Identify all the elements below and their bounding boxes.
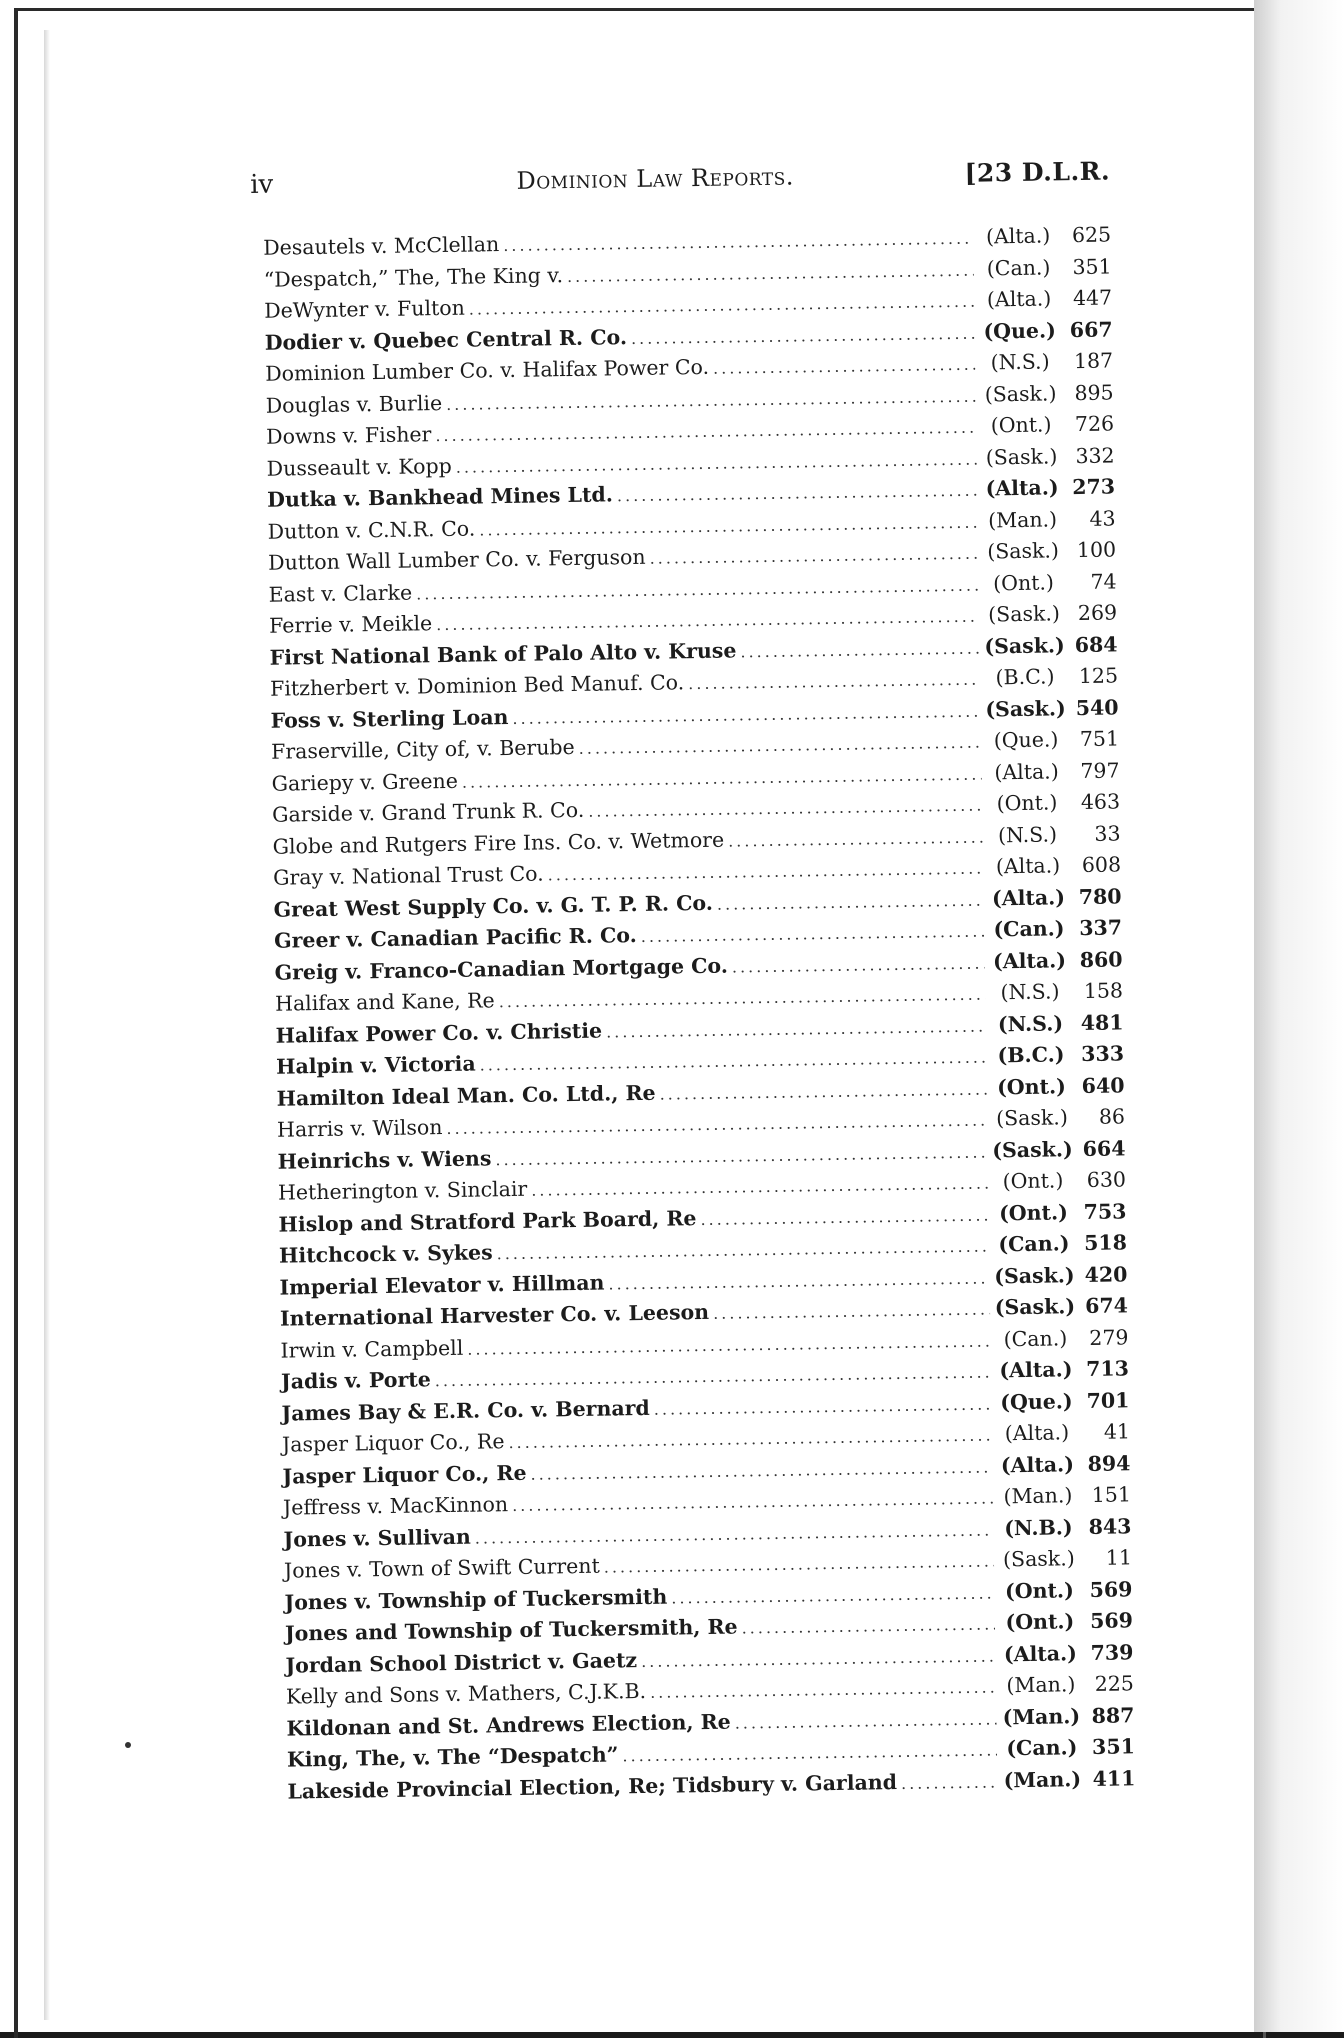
- province-abbreviation: (N.S.): [997, 1010, 1064, 1036]
- report-page-number: 797: [1080, 757, 1120, 783]
- dot-leader: [735, 1709, 997, 1732]
- report-page-number: 780: [1078, 883, 1122, 909]
- case-name: Kelly and Sons v. Mathers, C.J.K.B.: [285, 1678, 647, 1709]
- province-abbreviation: (Sask.): [984, 380, 1057, 406]
- report-page-number: 843: [1088, 1513, 1132, 1539]
- case-name: Greig v. Franco-Canadian Mortgage Co.: [274, 953, 729, 985]
- case-name: Jones v. Town of Swift Current: [283, 1553, 600, 1583]
- case-name: Dutton Wall Lumber Co. v. Ferguson: [267, 544, 646, 575]
- report-page-number: 332: [1075, 442, 1115, 468]
- report-page-number: 11: [1105, 1545, 1133, 1570]
- page-number: iv: [250, 169, 274, 200]
- dot-leader: [588, 796, 982, 821]
- case-name: DeWynter v. Fulton: [264, 295, 465, 323]
- dot-leader: [741, 1614, 995, 1637]
- dot-leader: [650, 1677, 996, 1701]
- report-page-number: 187: [1073, 348, 1114, 374]
- case-name: Heinrichs v. Wiens: [277, 1145, 492, 1174]
- case-name: Dutton v. C.N.R. Co.: [267, 516, 476, 544]
- report-page-number: 33: [1094, 820, 1121, 846]
- case-name: Hamilton Ideal Man. Co. Ltd., Re: [276, 1080, 656, 1111]
- province-abbreviation: (Ont.): [1004, 1577, 1074, 1603]
- dot-leader: [479, 512, 978, 539]
- province-abbreviation: (Ont.): [1002, 1168, 1064, 1194]
- case-name: Halifax and Kane, Re: [274, 988, 495, 1016]
- case-name: Dutka v. Bankhead Mines Ltd.: [266, 482, 614, 512]
- dot-leader: [717, 890, 984, 913]
- dot-leader: [579, 733, 982, 758]
- report-page-number: 481: [1080, 1009, 1124, 1035]
- case-name: Gariepy v. Greene: [271, 768, 459, 796]
- dot-leader: [435, 418, 976, 445]
- report-page-number: 701: [1086, 1387, 1130, 1413]
- province-abbreviation: (Can.): [1006, 1735, 1078, 1761]
- ink-speck: [125, 1742, 131, 1748]
- dot-leader: [659, 1079, 986, 1103]
- report-page-number: 125: [1078, 663, 1119, 689]
- province-abbreviation: (Alta.): [1000, 1451, 1075, 1477]
- report-page-number: 640: [1081, 1072, 1125, 1098]
- report-page-number: 887: [1091, 1702, 1135, 1728]
- report-page-number: 860: [1079, 946, 1123, 972]
- province-abbreviation: (B.C.): [995, 664, 1055, 690]
- province-abbreviation: (Sask.): [988, 601, 1061, 627]
- document-page: [250, 156, 1176, 1810]
- dot-leader: [475, 1520, 994, 1547]
- dot-leader: [671, 1583, 994, 1607]
- report-page-number: 351: [1091, 1734, 1136, 1759]
- province-abbreviation: (Man.): [1003, 1766, 1082, 1792]
- province-abbreviation: (Sask.): [994, 1294, 1076, 1320]
- report-page-number: 630: [1086, 1167, 1127, 1192]
- adjacent-page-strip: [1254, 0, 1344, 2032]
- dot-leader: [530, 1457, 992, 1483]
- case-name: Gray v. National Trust Co.: [272, 861, 544, 890]
- case-name: Lakeside Provincial Election, Re; Tidsbury v. Garland: [287, 1769, 898, 1804]
- report-page-number: 158: [1083, 978, 1124, 1004]
- case-name: Hitchcock v. Sykes: [278, 1240, 493, 1268]
- case-name: “Despatch,” The, The King v.: [263, 262, 564, 292]
- province-abbreviation: (Sask.): [987, 538, 1060, 564]
- province-abbreviation: (Sask.): [995, 1105, 1069, 1131]
- report-page-number: 713: [1085, 1356, 1130, 1382]
- dot-leader: [713, 355, 975, 378]
- case-name: Ferrie v. Meikle: [268, 611, 433, 638]
- dot-leader: [606, 1016, 986, 1041]
- dot-leader: [641, 1646, 996, 1671]
- dot-leader: [416, 575, 979, 603]
- case-name: Halpin v. Victoria: [275, 1051, 476, 1079]
- dot-leader: [456, 449, 977, 476]
- dot-leader: [740, 638, 979, 661]
- dot-leader: [497, 1237, 990, 1264]
- case-name: Hetherington v. Sinclair: [277, 1176, 528, 1205]
- province-abbreviation: (N.S.): [997, 821, 1058, 847]
- case-name: King, The, v. The “Despatch”: [286, 1742, 619, 1772]
- province-abbreviation: (Que.): [1000, 1388, 1073, 1414]
- province-abbreviation: (Ont.): [998, 1199, 1069, 1225]
- running-title: Dominion Law Reports.: [516, 162, 795, 195]
- case-name: Jadis v. Porte: [280, 1367, 431, 1394]
- dot-leader: [435, 1363, 991, 1391]
- province-abbreviation: (N.S.): [1000, 979, 1060, 1005]
- province-abbreviation: (Sask.): [985, 695, 1066, 722]
- province-abbreviation: (Alta.): [985, 223, 1051, 249]
- province-abbreviation: (Alta.): [985, 475, 1059, 501]
- province-abbreviation: (Alta.): [1004, 1420, 1070, 1446]
- volume-reference: [23 D.L.R.: [964, 156, 1111, 188]
- case-name: Imperial Elevator v. Hillman: [279, 1270, 605, 1300]
- dot-leader: [713, 1300, 990, 1323]
- report-page-number: 739: [1090, 1639, 1134, 1665]
- province-abbreviation: (Sask.): [984, 632, 1065, 659]
- case-name: Fitzherbert v. Dominion Bed Manuf. Co.: [269, 670, 685, 701]
- dot-leader: [469, 292, 975, 319]
- province-abbreviation: (Ont.): [996, 790, 1058, 816]
- case-name: Downs v. Fisher: [266, 422, 432, 449]
- report-page-number: 608: [1081, 852, 1122, 878]
- province-abbreviation: (Alta.): [991, 884, 1066, 910]
- case-name: Desautels v. McClellan: [263, 232, 500, 260]
- report-page-number: 664: [1082, 1135, 1126, 1161]
- dot-leader: [446, 1111, 987, 1138]
- case-name: Irwin v. Campbell: [280, 1335, 464, 1363]
- province-abbreviation: (Sask.): [992, 1136, 1073, 1162]
- report-page-number: 569: [1089, 1608, 1134, 1633]
- province-abbreviation: (Can.): [1003, 1325, 1068, 1351]
- case-name: Hislop and Stratford Park Board, Re: [278, 1205, 697, 1237]
- report-page-number: 351: [1072, 253, 1112, 279]
- province-abbreviation: (Man.): [1002, 1703, 1081, 1729]
- dot-leader: [512, 1488, 993, 1515]
- report-page-number: 667: [1069, 316, 1113, 342]
- province-abbreviation: (Alta.): [999, 1357, 1073, 1383]
- province-abbreviation: (Can.): [986, 254, 1051, 280]
- province-abbreviation: (N.B.): [1004, 1514, 1073, 1540]
- case-name: Halifax Power Co. v. Christie: [275, 1018, 603, 1048]
- case-name: Jordan School District v. Gaetz: [285, 1647, 638, 1678]
- province-abbreviation: (Alta.): [1003, 1640, 1078, 1666]
- case-name: Jasper Liquor Co., Re: [281, 1429, 505, 1457]
- province-abbreviation: (Man.): [987, 506, 1058, 532]
- dot-leader: [495, 1142, 987, 1169]
- report-page-number: 337: [1079, 915, 1123, 941]
- case-name: Fraserville, City of, v. Berube: [270, 734, 575, 764]
- dot-leader: [728, 827, 983, 850]
- dot-leader: [604, 1551, 994, 1576]
- dot-leader: [901, 1772, 998, 1793]
- case-name: East v. Clarke: [268, 580, 413, 607]
- report-page-number: 225: [1094, 1671, 1135, 1696]
- report-page-number: 684: [1074, 631, 1118, 657]
- dot-leader: [446, 386, 976, 413]
- dot-leader: [503, 229, 973, 255]
- dot-leader: [641, 922, 985, 946]
- case-name: Globe and Rutgers Fire Ins. Co. v. Wetmore: [272, 827, 725, 859]
- province-abbreviation: (Sask.): [985, 443, 1058, 469]
- case-name: Dominion Lumber Co. v. Halifax Power Co.: [265, 354, 710, 386]
- report-page-number: 74: [1090, 568, 1117, 594]
- case-name: Greer v. Canadian Pacific R. Co.: [273, 923, 637, 953]
- report-page-number: 674: [1084, 1293, 1129, 1319]
- report-page-number: 518: [1083, 1230, 1128, 1256]
- province-abbreviation: (Man.): [1006, 1672, 1076, 1698]
- report-page-number: 894: [1087, 1450, 1131, 1476]
- dot-leader: [462, 764, 982, 791]
- case-name: Dusseault v. Kopp: [266, 453, 452, 481]
- case-name: First National Bank of Palo Alto v. Kruse: [269, 637, 737, 670]
- dot-leader: [548, 859, 984, 885]
- report-page-number: 569: [1089, 1576, 1133, 1602]
- report-page-number: 100: [1076, 537, 1117, 563]
- case-name: Jones v. Township of Tuckersmith: [284, 1584, 668, 1615]
- report-page-number: 463: [1080, 789, 1121, 815]
- case-name: Jeffress v. MacKinnon: [282, 1492, 509, 1520]
- province-abbreviation: (Ont.): [992, 569, 1055, 595]
- report-page-number: 540: [1075, 694, 1119, 720]
- dot-leader: [479, 1048, 986, 1075]
- report-page-number: 411: [1092, 1765, 1136, 1791]
- report-page-number: 895: [1074, 379, 1114, 405]
- case-name: International Harvester Co. v. Leeson: [279, 1299, 710, 1331]
- case-name: Garside v. Grand Trunk R. Co.: [271, 797, 585, 827]
- province-abbreviation: (Alta.): [994, 758, 1059, 784]
- case-name: James Bay & E.R. Co. v. Bernard: [281, 1395, 650, 1426]
- province-abbreviation: (Que.): [993, 727, 1059, 753]
- report-page-number: 333: [1081, 1041, 1125, 1067]
- dot-leader: [617, 481, 977, 506]
- province-abbreviation: (Alta.): [986, 286, 1052, 312]
- dot-leader: [512, 701, 980, 727]
- province-abbreviation: (Que.): [983, 317, 1056, 343]
- report-page-number: 447: [1072, 285, 1113, 311]
- report-page-number: 43: [1089, 505, 1116, 531]
- case-index-list: [263, 222, 1136, 1810]
- case-name: Dodier v. Quebec Central R. Co.: [264, 324, 628, 355]
- report-page-number: 273: [1072, 474, 1116, 500]
- dot-leader: [622, 1740, 997, 1765]
- dot-leader: [531, 1174, 988, 1200]
- case-name: Douglas v. Burlie: [265, 390, 443, 418]
- dot-leader: [467, 1331, 990, 1358]
- province-abbreviation: (N.S.): [990, 349, 1050, 375]
- province-abbreviation: (Man.): [1003, 1483, 1073, 1509]
- dot-leader: [732, 953, 985, 976]
- report-page-number: 86: [1098, 1104, 1126, 1129]
- report-page-number: 279: [1089, 1324, 1129, 1350]
- case-name: Jasper Liquor Co., Re: [282, 1460, 527, 1489]
- case-name: Jones v. Sullivan: [283, 1524, 471, 1552]
- dot-leader: [567, 260, 974, 285]
- case-name: Jones and Township of Tuckersmith, Re: [284, 1614, 738, 1646]
- report-page-number: 753: [1083, 1198, 1127, 1224]
- dot-leader: [499, 985, 986, 1012]
- report-page-number: 751: [1079, 726, 1120, 752]
- dot-leader: [608, 1268, 989, 1293]
- report-page-number: 41: [1103, 1419, 1131, 1444]
- dot-leader: [508, 1426, 992, 1453]
- report-page-number: 726: [1074, 411, 1115, 437]
- province-abbreviation: (B.C.): [997, 1042, 1065, 1068]
- case-name: Harris v. Wilson: [276, 1115, 443, 1142]
- report-page-number: 269: [1077, 600, 1118, 626]
- province-abbreviation: (Sask.): [994, 1262, 1075, 1288]
- province-abbreviation: (Ont.): [990, 412, 1052, 438]
- dot-leader: [436, 607, 979, 635]
- dot-leader: [631, 323, 975, 347]
- page-binding-edge: [44, 30, 50, 2020]
- case-name: Foss v. Sterling Loan: [270, 704, 509, 733]
- province-abbreviation: (Alta.): [995, 853, 1061, 879]
- province-abbreviation: (Sask.): [1002, 1546, 1075, 1572]
- province-abbreviation: (Ont.): [1005, 1609, 1075, 1635]
- province-abbreviation: (Can.): [998, 1231, 1070, 1257]
- report-page-number: 625: [1071, 222, 1112, 248]
- report-page-number: 420: [1084, 1261, 1128, 1287]
- dot-leader: [649, 544, 978, 568]
- case-name: Great West Supply Co. v. G. T. P. R. Co.: [273, 890, 714, 922]
- report-page-number: 151: [1091, 1482, 1132, 1507]
- dot-leader: [654, 1394, 992, 1418]
- case-name: Kildonan and St. Andrews Election, Re: [286, 1709, 731, 1741]
- province-abbreviation: (Alta.): [992, 947, 1067, 973]
- dot-leader: [688, 670, 980, 694]
- dot-leader: [700, 1205, 988, 1229]
- province-abbreviation: (Ont.): [996, 1073, 1067, 1099]
- province-abbreviation: (Can.): [993, 916, 1065, 942]
